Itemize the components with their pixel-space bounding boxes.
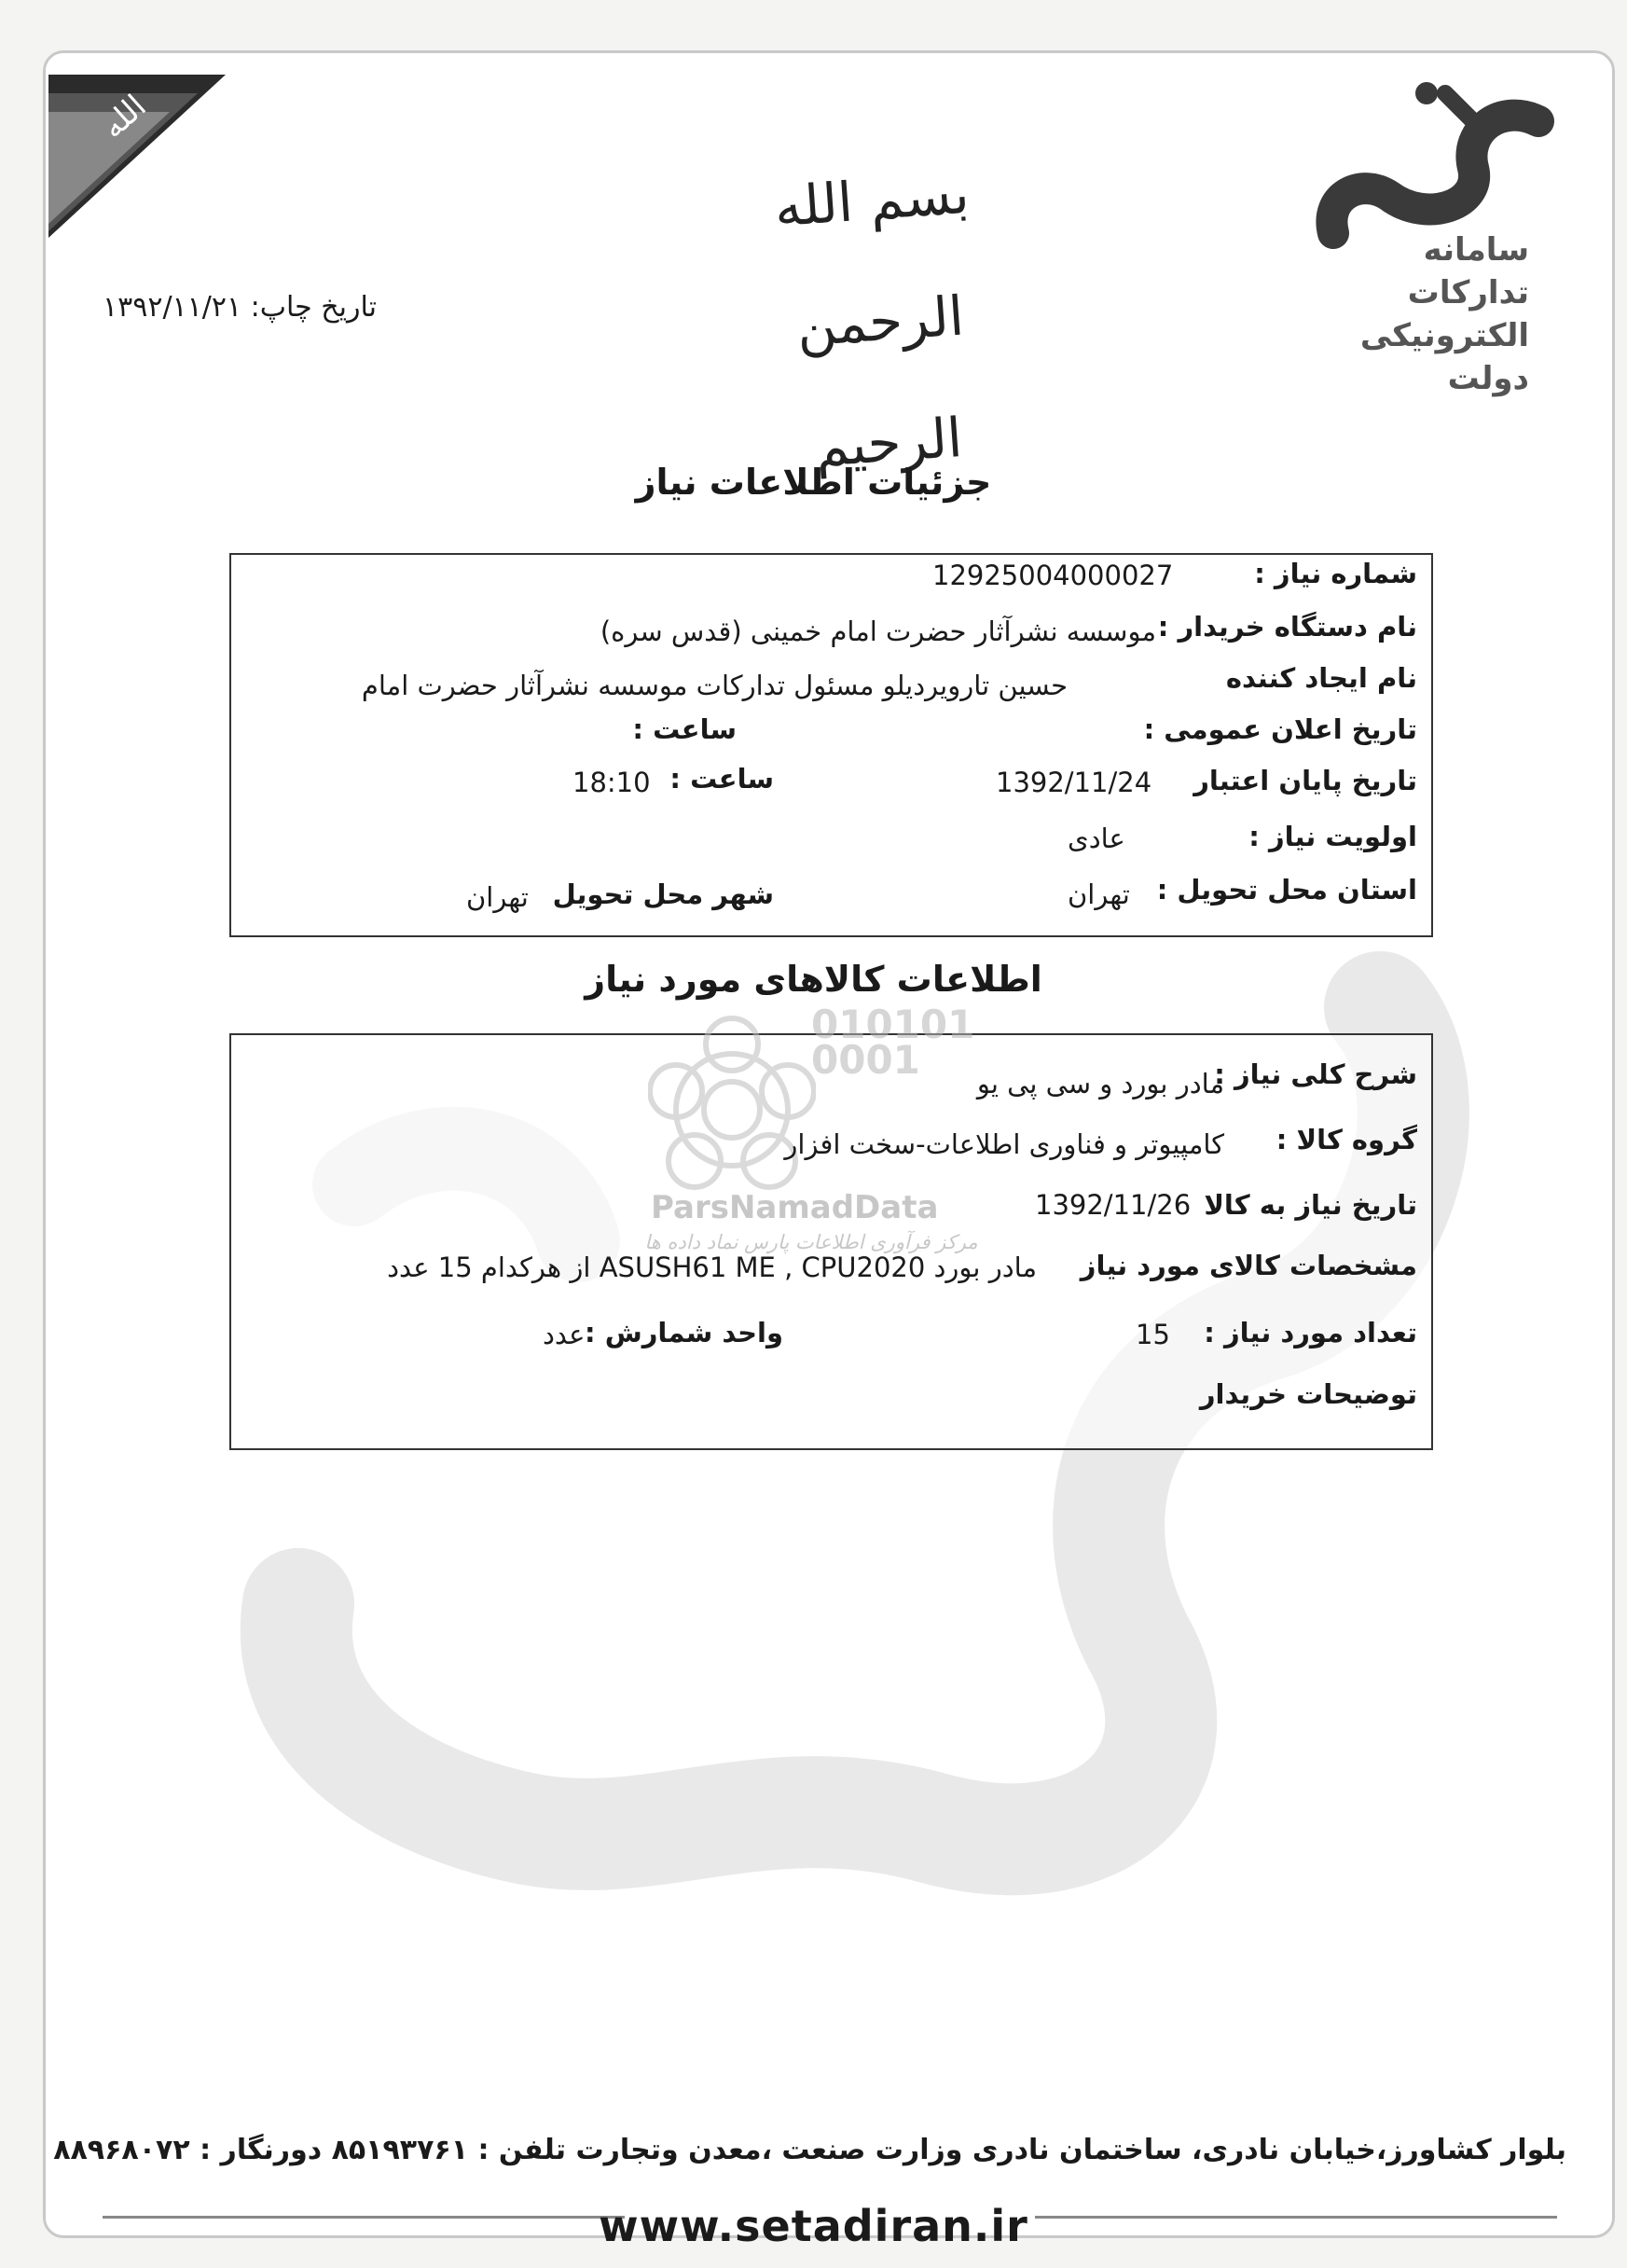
general-desc-value: مادر بورد و سی پی یو [976,1068,1224,1099]
buyer-value: موسسه نشرآثار حضرت امام خمینی (قدس سره) [600,615,1156,647]
print-date-value: ۱۳۹۲/۱۱/۲۱ [103,291,242,324]
footer-address: بلوار کشاورز،خیابان نادری، ساختمان نادری وزارت صنعت ،معدن وتجارت تلفن : ۸۵۱۹۳۷۶۱ دورنگار : ۸۸۹۶۸۰۷۲ [53,2134,1566,2166]
province-value: تهران [1068,878,1130,910]
priority-value: عادی [1068,823,1125,854]
specs-label: مشخصات کالای مورد نیاز [1080,1250,1417,1281]
section2-title: اطلاعات کالاهای مورد نیاز [585,959,1042,1000]
print-date-label: تاریخ چاپ: [250,291,377,324]
footer-website-link[interactable]: www.setadiran.ir [599,2201,1028,2251]
watermark-binary-line-1: 010101 [811,1002,975,1047]
buyer-label: نام دستگاه خریدار : [1157,611,1417,643]
watermark-tagline: مرکز فرآوری اطلاعات پارس نماد داده ها [644,1231,978,1253]
goods-group-label: گروه کالا : [1275,1124,1417,1155]
need-date-label: تاریخ نیاز به کالا [1204,1189,1417,1221]
setad-logo [1287,65,1566,397]
logo-caption [1324,228,1529,400]
general-desc-label: شرح کلی نیاز : [1214,1058,1417,1090]
city-label: شهر محل تحویل [552,878,774,910]
expire-date-label: تاریخ پایان اعتبار [1193,765,1417,796]
quantity-value: 15 [1136,1319,1170,1350]
expire-date-value: 1392/11/24 [996,767,1152,798]
basmala-calligraphy: بسم الله الرحمن الرحیم [772,161,972,479]
print-date [103,291,377,324]
city-value: تهران [466,881,529,913]
section1-title: جزئیات اطلاعات نیاز [635,462,992,503]
unit-label: واحد شمارش : [585,1317,783,1348]
expire-time-value: 18:10 [572,767,651,798]
unit-value: عدد [543,1319,586,1350]
watermark-binary-line-2: 0001 [811,1037,920,1083]
logo-line-4: دولت [1447,360,1529,397]
logo-line-2: تدارکات [1407,274,1529,311]
quantity-label: تعداد مورد نیاز : [1204,1317,1417,1348]
specs-value: مادر بورد ASUSH61 ME , CPU2020 از هرکدام 15 عدد [387,1252,1037,1283]
priority-label: اولویت نیاز : [1248,821,1417,852]
announce-date-label: تاریخ اعلان عمومی : [1143,713,1417,745]
province-label: استان محل تحویل : [1156,874,1417,906]
logo-line-3: الکترونیکی [1359,317,1529,354]
watermark-brand: ParsNamadData [651,1189,939,1226]
creator-label: نام ایجاد کننده [1225,662,1417,694]
svg-text:الله: الله [94,87,154,146]
need-number-value: 12925004000027 [932,560,1174,591]
logo-line-1: سامانه [1423,231,1529,269]
expire-time-label: ساعت : [669,763,774,795]
watermark-binary [811,1002,975,1083]
goods-group-value: کامپیوتر و فناوری اطلاعات-سخت افزار [784,1128,1224,1160]
announce-time-label: ساعت : [632,713,737,745]
buyer-notes-label: توضیحات خریدار [1199,1378,1417,1410]
iran-emblem-corner [48,75,226,238]
need-date-value: 1392/11/26 [1035,1189,1192,1221]
creator-value: حسین تارویردیلو مسئول تدارکات موسسه نشرآثار حضرت امام [361,670,1068,701]
need-number-label: شماره نیاز : [1254,558,1417,589]
